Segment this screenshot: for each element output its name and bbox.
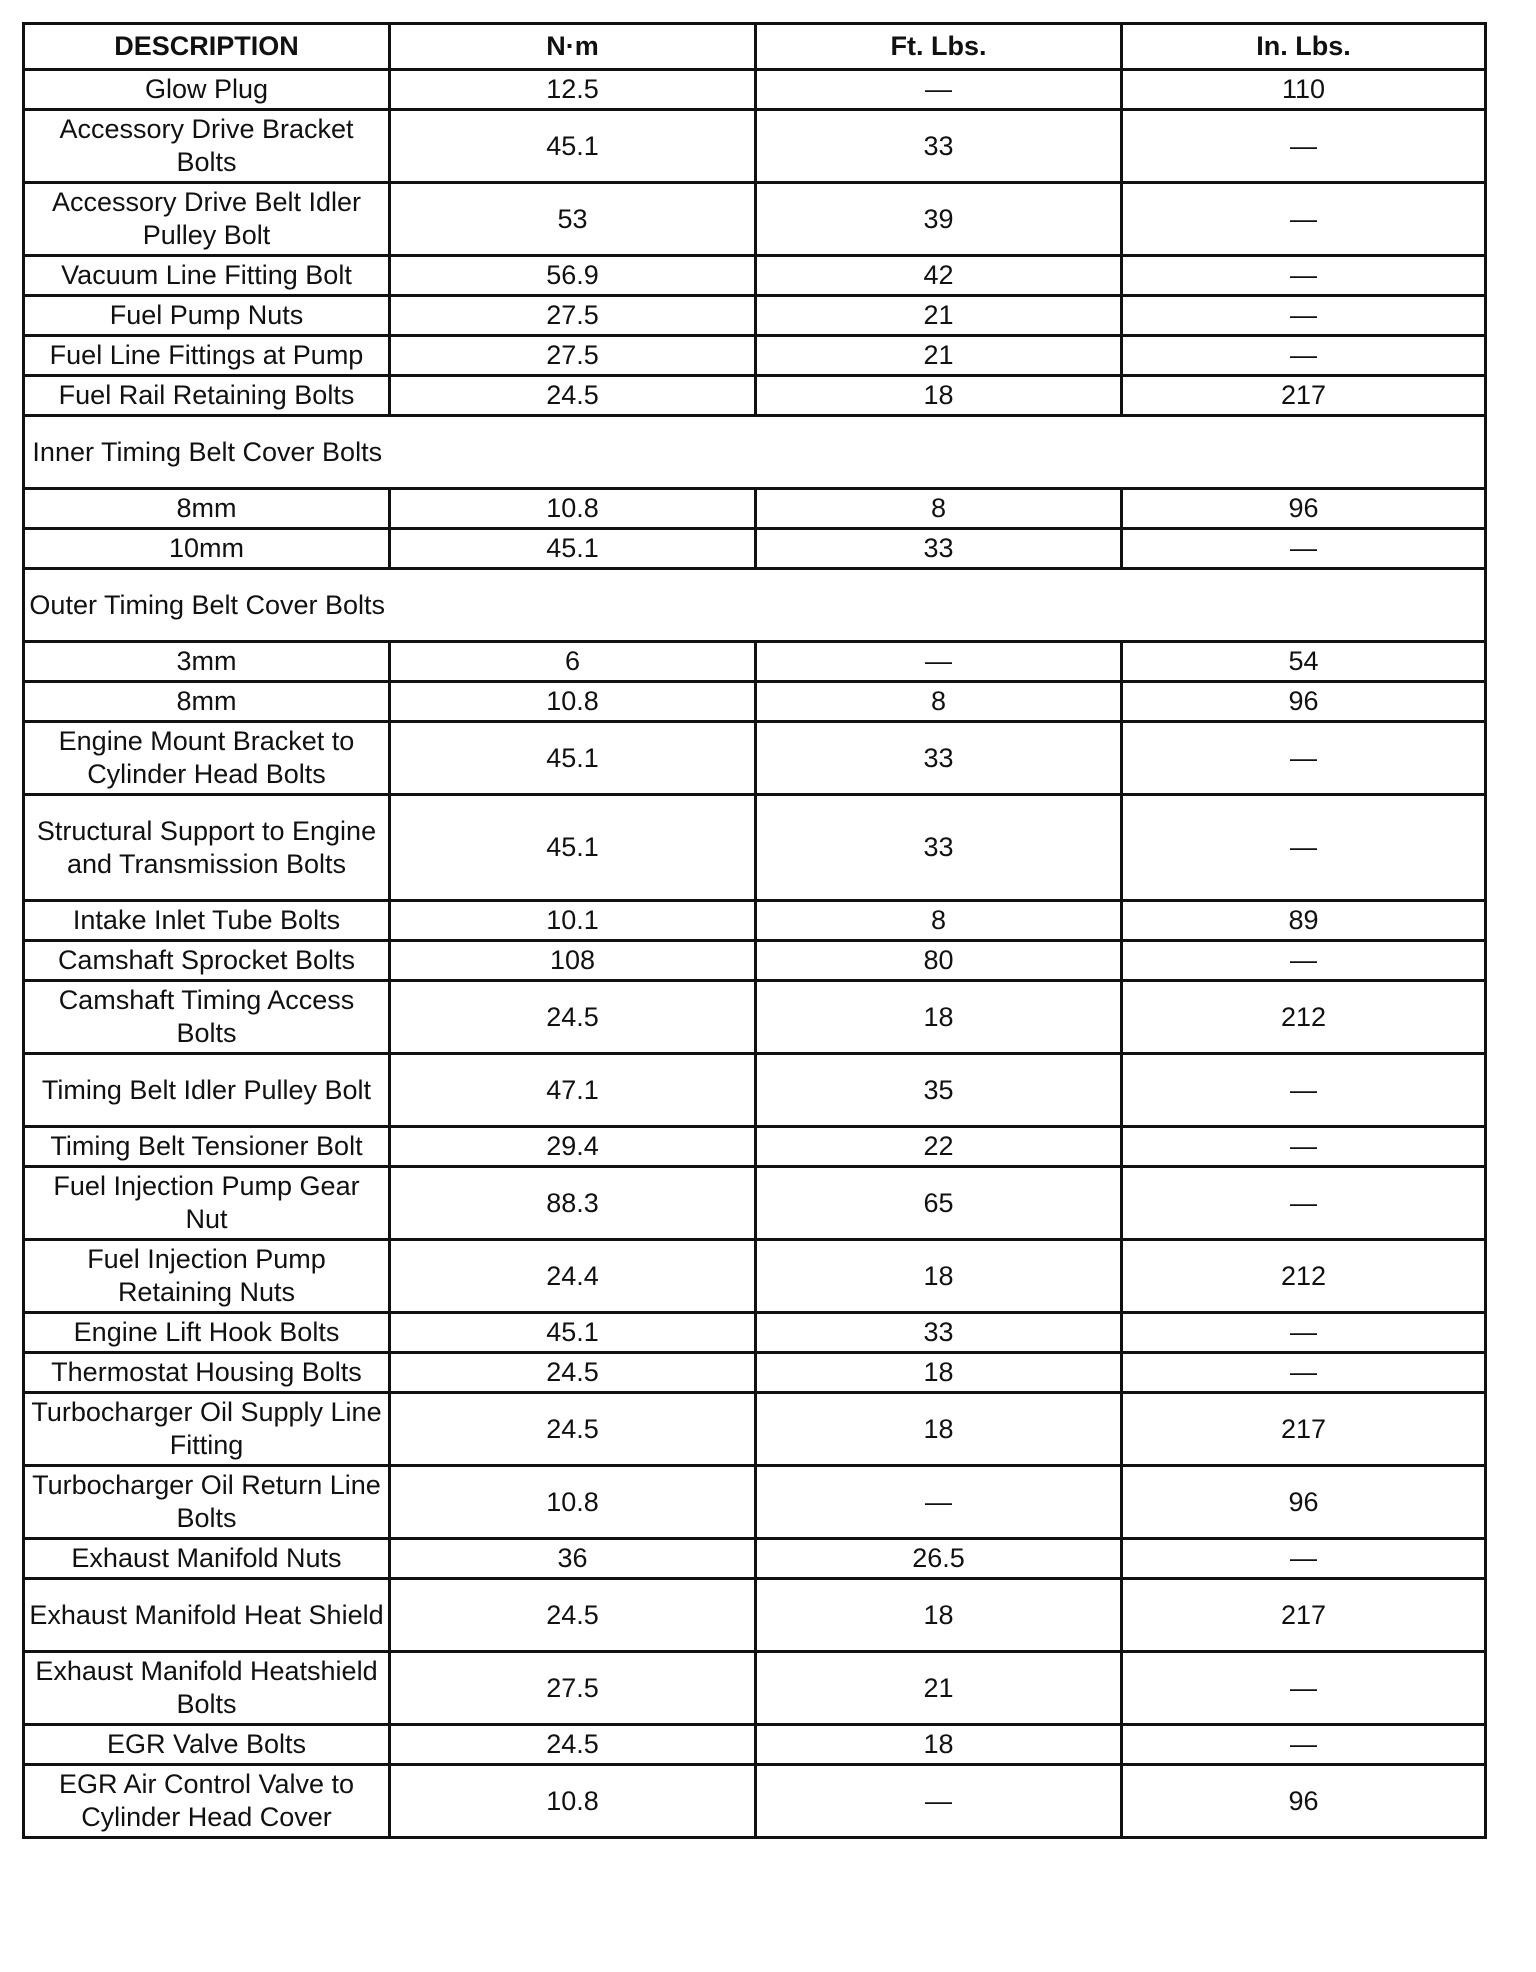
- cell-nm: 24.5: [390, 1393, 756, 1466]
- table-row: [24, 489, 1486, 529]
- cell-ft-lbs: 18: [756, 1725, 1122, 1765]
- cell-description: Fuel Injection Pump Retaining Nuts: [24, 1240, 390, 1313]
- cell-nm: 10.8: [390, 682, 756, 722]
- cell-in-lbs: —: [1122, 336, 1486, 376]
- cell-in-lbs: 89: [1122, 901, 1486, 941]
- cell-ft-lbs: 33: [756, 110, 1122, 183]
- cell-in-lbs: —: [1122, 941, 1486, 981]
- table-row: [24, 1652, 1486, 1725]
- cell-description: Turbocharger Oil Supply Line Fitting: [24, 1393, 390, 1466]
- cell-description: Camshaft Timing Access Bolts: [24, 981, 390, 1054]
- group-heading-blank: [390, 569, 1486, 642]
- cell-ft-lbs: 65: [756, 1167, 1122, 1240]
- cell-in-lbs: —: [1122, 529, 1486, 569]
- cell-nm: 24.5: [390, 1579, 756, 1652]
- cell-ft-lbs: 18: [756, 1240, 1122, 1313]
- table-row: [24, 1240, 1486, 1313]
- cell-nm: 53: [390, 183, 756, 256]
- group-heading-row: [24, 416, 1486, 489]
- cell-in-lbs: —: [1122, 1167, 1486, 1240]
- cell-in-lbs: —: [1122, 1539, 1486, 1579]
- table-row: [24, 1539, 1486, 1579]
- cell-nm: 10.1: [390, 901, 756, 941]
- cell-ft-lbs: —: [756, 1765, 1122, 1838]
- table-row: [24, 1466, 1486, 1539]
- cell-in-lbs: 96: [1122, 1765, 1486, 1838]
- cell-in-lbs: —: [1122, 1725, 1486, 1765]
- cell-nm: 36: [390, 1539, 756, 1579]
- cell-in-lbs: —: [1122, 1127, 1486, 1167]
- cell-in-lbs: 96: [1122, 682, 1486, 722]
- header-ft-lbs: Ft. Lbs.: [756, 24, 1122, 70]
- cell-description: Fuel Line Fittings at Pump: [24, 336, 390, 376]
- cell-nm: 10.8: [390, 489, 756, 529]
- cell-description: 3mm: [24, 642, 390, 682]
- cell-in-lbs: —: [1122, 256, 1486, 296]
- cell-nm: 6: [390, 642, 756, 682]
- header-in-lbs: In. Lbs.: [1122, 24, 1486, 70]
- cell-nm: 24.4: [390, 1240, 756, 1313]
- table-row: [24, 682, 1486, 722]
- table-row: [24, 1725, 1486, 1765]
- cell-ft-lbs: 33: [756, 722, 1122, 795]
- header-nm: N·m: [390, 24, 756, 70]
- table-row: [24, 795, 1486, 901]
- cell-in-lbs: —: [1122, 296, 1486, 336]
- cell-nm: 24.5: [390, 1353, 756, 1393]
- cell-nm: 24.5: [390, 981, 756, 1054]
- cell-nm: 88.3: [390, 1167, 756, 1240]
- cell-description: Exhaust Manifold Nuts: [24, 1539, 390, 1579]
- cell-description: Fuel Rail Retaining Bolts: [24, 376, 390, 416]
- cell-ft-lbs: 39: [756, 183, 1122, 256]
- table-row: [24, 642, 1486, 682]
- cell-description: Fuel Pump Nuts: [24, 296, 390, 336]
- cell-nm: 10.8: [390, 1466, 756, 1539]
- cell-ft-lbs: 21: [756, 296, 1122, 336]
- cell-nm: 27.5: [390, 336, 756, 376]
- cell-description: Camshaft Sprocket Bolts: [24, 941, 390, 981]
- table-row: [24, 183, 1486, 256]
- cell-description: Glow Plug: [24, 70, 390, 110]
- cell-in-lbs: 212: [1122, 1240, 1486, 1313]
- group-heading-description: Inner Timing Belt Cover Bolts: [24, 416, 390, 489]
- cell-nm: 12.5: [390, 70, 756, 110]
- cell-nm: 24.5: [390, 1725, 756, 1765]
- cell-description: EGR Air Control Valve to Cylinder Head Cover: [24, 1765, 390, 1838]
- cell-description: Timing Belt Idler Pulley Bolt: [24, 1054, 390, 1127]
- cell-description: Engine Mount Bracket to Cylinder Head Bolts: [24, 722, 390, 795]
- cell-description: Accessory Drive Belt Idler Pulley Bolt: [24, 183, 390, 256]
- header-description: DESCRIPTION: [24, 24, 390, 70]
- torque-spec-table: [22, 22, 1487, 1839]
- cell-in-lbs: —: [1122, 722, 1486, 795]
- cell-ft-lbs: 18: [756, 981, 1122, 1054]
- group-heading-description: Outer Timing Belt Cover Bolts: [24, 569, 390, 642]
- cell-in-lbs: 54: [1122, 642, 1486, 682]
- cell-nm: 45.1: [390, 722, 756, 795]
- cell-nm: 47.1: [390, 1054, 756, 1127]
- table-row: [24, 1313, 1486, 1353]
- table-row: [24, 336, 1486, 376]
- cell-nm: 24.5: [390, 376, 756, 416]
- cell-description: 8mm: [24, 682, 390, 722]
- cell-description: Vacuum Line Fitting Bolt: [24, 256, 390, 296]
- cell-ft-lbs: 8: [756, 901, 1122, 941]
- cell-ft-lbs: 18: [756, 1393, 1122, 1466]
- cell-ft-lbs: 22: [756, 1127, 1122, 1167]
- cell-in-lbs: —: [1122, 110, 1486, 183]
- table-row: [24, 1765, 1486, 1838]
- cell-ft-lbs: 33: [756, 795, 1122, 901]
- cell-in-lbs: 217: [1122, 1393, 1486, 1466]
- cell-nm: 27.5: [390, 1652, 756, 1725]
- cell-nm: 10.8: [390, 1765, 756, 1838]
- cell-ft-lbs: 18: [756, 1579, 1122, 1652]
- cell-description: Intake Inlet Tube Bolts: [24, 901, 390, 941]
- cell-nm: 29.4: [390, 1127, 756, 1167]
- table-row: [24, 722, 1486, 795]
- cell-description: 10mm: [24, 529, 390, 569]
- table-row: [24, 256, 1486, 296]
- table-row: [24, 110, 1486, 183]
- cell-description: Turbocharger Oil Return Line Bolts: [24, 1466, 390, 1539]
- cell-in-lbs: —: [1122, 1652, 1486, 1725]
- cell-description: Accessory Drive Bracket Bolts: [24, 110, 390, 183]
- cell-ft-lbs: 8: [756, 682, 1122, 722]
- group-heading-row: [24, 569, 1486, 642]
- cell-ft-lbs: 8: [756, 489, 1122, 529]
- table-row: [24, 529, 1486, 569]
- cell-in-lbs: 96: [1122, 1466, 1486, 1539]
- table-row: [24, 1579, 1486, 1652]
- cell-nm: 45.1: [390, 110, 756, 183]
- cell-ft-lbs: —: [756, 1466, 1122, 1539]
- table-row: [24, 296, 1486, 336]
- group-heading-blank: [390, 416, 1486, 489]
- cell-nm: 27.5: [390, 296, 756, 336]
- cell-ft-lbs: 18: [756, 376, 1122, 416]
- cell-in-lbs: 110: [1122, 70, 1486, 110]
- cell-in-lbs: 217: [1122, 1579, 1486, 1652]
- cell-nm: 56.9: [390, 256, 756, 296]
- cell-ft-lbs: 18: [756, 1353, 1122, 1393]
- cell-nm: 108: [390, 941, 756, 981]
- cell-description: Exhaust Manifold Heat Shield: [24, 1579, 390, 1652]
- table-row: [24, 1393, 1486, 1466]
- table-row: [24, 1167, 1486, 1240]
- cell-ft-lbs: 33: [756, 1313, 1122, 1353]
- cell-ft-lbs: 35: [756, 1054, 1122, 1127]
- cell-description: Exhaust Manifold Heatshield Bolts: [24, 1652, 390, 1725]
- cell-ft-lbs: 26.5: [756, 1539, 1122, 1579]
- cell-ft-lbs: 42: [756, 256, 1122, 296]
- header-row: [24, 24, 1486, 70]
- cell-ft-lbs: 33: [756, 529, 1122, 569]
- table-row: [24, 1353, 1486, 1393]
- cell-in-lbs: —: [1122, 183, 1486, 256]
- cell-description: Fuel Injection Pump Gear Nut: [24, 1167, 390, 1240]
- cell-description: Engine Lift Hook Bolts: [24, 1313, 390, 1353]
- cell-in-lbs: 217: [1122, 376, 1486, 416]
- table-header: [24, 24, 1486, 70]
- table-row: [24, 901, 1486, 941]
- cell-in-lbs: —: [1122, 1313, 1486, 1353]
- table-row: [24, 941, 1486, 981]
- cell-ft-lbs: —: [756, 642, 1122, 682]
- cell-description: Timing Belt Tensioner Bolt: [24, 1127, 390, 1167]
- cell-in-lbs: —: [1122, 1054, 1486, 1127]
- cell-nm: 45.1: [390, 529, 756, 569]
- cell-description: EGR Valve Bolts: [24, 1725, 390, 1765]
- cell-description: 8mm: [24, 489, 390, 529]
- table-row: [24, 981, 1486, 1054]
- cell-in-lbs: —: [1122, 795, 1486, 901]
- cell-in-lbs: 96: [1122, 489, 1486, 529]
- table-row: [24, 1127, 1486, 1167]
- cell-nm: 45.1: [390, 1313, 756, 1353]
- table-row: [24, 70, 1486, 110]
- table-row: [24, 376, 1486, 416]
- cell-ft-lbs: —: [756, 70, 1122, 110]
- cell-ft-lbs: 21: [756, 336, 1122, 376]
- cell-ft-lbs: 80: [756, 941, 1122, 981]
- table-body: [24, 70, 1486, 1838]
- cell-description: Thermostat Housing Bolts: [24, 1353, 390, 1393]
- cell-ft-lbs: 21: [756, 1652, 1122, 1725]
- cell-description: Structural Support to Engine and Transmission Bolts: [24, 795, 390, 901]
- table-row: [24, 1054, 1486, 1127]
- cell-nm: 45.1: [390, 795, 756, 901]
- cell-in-lbs: —: [1122, 1353, 1486, 1393]
- cell-in-lbs: 212: [1122, 981, 1486, 1054]
